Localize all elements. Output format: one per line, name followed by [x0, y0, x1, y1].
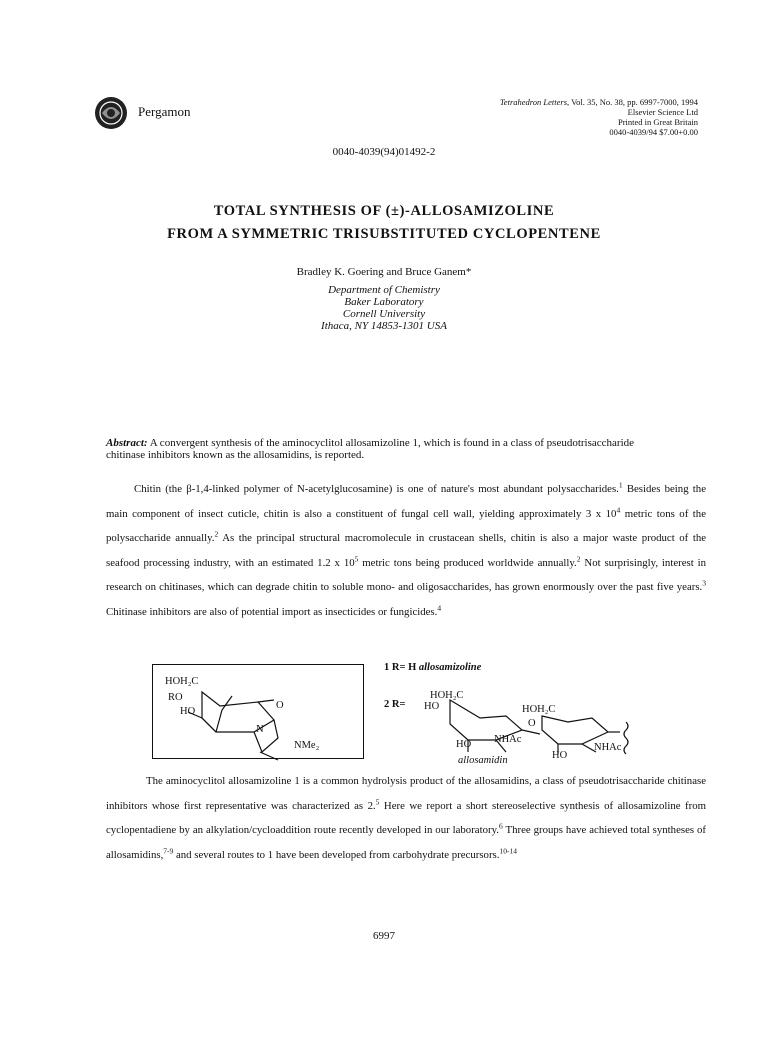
- chemical-structure-figure: [150, 660, 680, 780]
- title-line-2: FROM A SYMMETRIC TRISUBSTITUTED CYCLOPENTENE: [167, 226, 601, 242]
- affiliation-university: Cornell University: [342, 308, 426, 320]
- journal-citation: [500, 97, 698, 137]
- atom-ho-3: HO: [456, 739, 472, 750]
- p1-text: Chitin (the β-1,4-linked polymer of N-acetylglucosamine) is one of nature's most abundant polysaccharides.: [134, 483, 619, 495]
- compound-2-label: 2 R=: [384, 699, 406, 710]
- ref-sup: 3: [702, 578, 706, 588]
- abstract-label: Abstract:: [106, 437, 148, 449]
- atom-n: N: [256, 724, 264, 735]
- abstract-text: A convergent synthesis of the aminocyclitol allosamizoline 1, which is found in a class of pseudotrisaccharide chitinase inhibitors known as the allosamidins, is reported.: [106, 437, 635, 461]
- journal-volume: , Vol. 35, No. 38, pp. 6997-7000, 1994: [567, 97, 698, 107]
- affiliation: [0, 284, 768, 332]
- p1-text: metric tons being produced worldwide annually.: [358, 556, 577, 569]
- p2-text: Here we report a short stereoselective synthesis of allosamizoline from cyclopentadiene by an alkylation/cycloaddition route recently developed in our laboratory.: [106, 799, 706, 836]
- printed-line: Printed in Great Britain: [617, 117, 698, 127]
- affiliation-address: Ithaca, NY 14853-1301 USA: [321, 320, 447, 332]
- p2-text: and several routes to 1 have been developed from carbohydrate precursors.: [173, 848, 500, 861]
- p2-text: Three groups have achieved total syntheses of allosamidins,: [106, 824, 706, 861]
- exponent: 4: [616, 504, 621, 514]
- ref-sup: 4: [437, 602, 442, 612]
- ref-sup: 2: [576, 553, 581, 563]
- authors: Bradley K. Goering and Bruce Ganem*: [296, 266, 472, 278]
- ref-sup: 6: [499, 821, 503, 831]
- p1-text: Not surprisingly, interest in research on chitinases, which can degrade chitin to soluble mono- and oligosaccharides, has grown enormously over the past five years.: [106, 556, 706, 593]
- paragraph-main: [106, 769, 706, 867]
- atom-nhac: NHAc: [494, 734, 522, 745]
- paragraph-intro: [106, 477, 706, 624]
- ref-sup: 10-14: [499, 845, 517, 855]
- atom-o: O: [276, 700, 284, 711]
- paper-title: [0, 200, 768, 246]
- atom-hoh2c-3: HOH₂C: [522, 704, 556, 715]
- publisher-line: Elsevier Science Ltd: [627, 107, 698, 117]
- p1-text: Chitinase inhibitors are also of potential import as insecticides or fungicides.: [106, 605, 438, 618]
- page-number: 6997: [373, 930, 395, 942]
- affiliation-department: Department of Chemistry: [328, 284, 440, 296]
- atom-ho-4: HO: [552, 750, 568, 761]
- atom-ro: RO: [168, 692, 183, 703]
- journal-name: Tetrahedron Letters: [499, 97, 568, 107]
- article-code: 0040-4039(94)01492-2: [332, 146, 436, 158]
- publisher-name: Pergamon: [138, 104, 191, 119]
- atom-nhac-2: NHAc: [594, 742, 622, 753]
- atom-hoh2c-2: HOH₂C: [430, 690, 464, 701]
- compound-1-name: allosamizoline: [418, 662, 482, 673]
- ref-sup: 2: [214, 529, 219, 539]
- compound-1-label: [384, 662, 481, 673]
- abstract: [106, 437, 666, 461]
- compound-1-number: 1 R= H: [384, 662, 417, 673]
- title-line-1: TOTAL SYNTHESIS OF (±)-ALLOSAMIZOLINE: [213, 203, 555, 219]
- pergamon-logo: [94, 96, 128, 130]
- exponent: 5: [354, 553, 359, 563]
- atom-nme2: NMe₂: [294, 740, 320, 751]
- ref-sup: 5: [375, 796, 380, 806]
- compound-2-name: allosamidin: [458, 755, 508, 766]
- atom-ho: HO: [180, 706, 196, 717]
- ref-sup: 7-9: [163, 845, 174, 855]
- affiliation-lab: Baker Laboratory: [344, 296, 424, 308]
- p1-text: As the principal structural macromolecule in crustacean shells, chitin is also a major waste product of the seafood processing industry, with an estimated 1.2 x 10: [106, 532, 707, 569]
- atom-ho-2: HO: [424, 701, 440, 712]
- price-line: 0040-4039/94 $7.00+0.00: [609, 127, 698, 137]
- atom-hoh2c: HOH₂C: [165, 676, 199, 687]
- ref-sup: 1: [618, 480, 623, 490]
- p2-text: The aminocyclitol allosamizoline 1 is a common hydrolysis product of the allosamidins, a class of pseudotrisaccharide chitinase inhibitors whose first representative was characterized as 2.: [106, 775, 706, 812]
- atom-o-2: O: [528, 718, 536, 729]
- p1-text: metric tons of the polysaccharide annually.: [106, 507, 706, 544]
- p1-text: Besides being the main component of insect cuticle, chitin is also a constituent of fungal cell wall, yielding approximately 3 x 10: [106, 483, 706, 520]
